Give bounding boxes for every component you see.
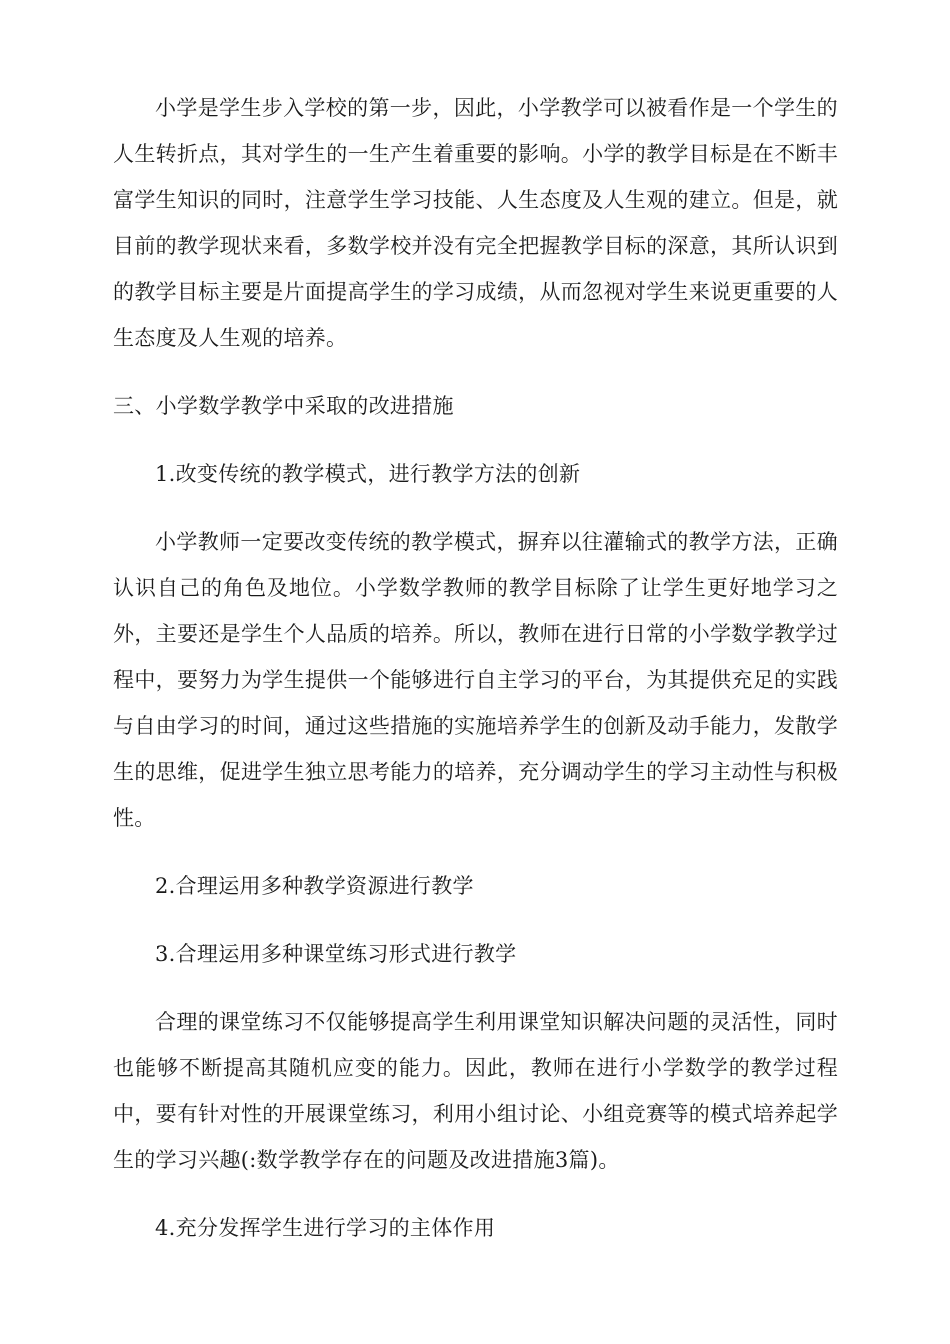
- subheading-1: 1.改变传统的教学模式，进行教学方法的创新: [155, 462, 581, 486]
- paragraph-intro: 小学是学生步入学校的第一步，因此，小学教学可以被看作是一个学生的人生转折点，其对学生的一生产生着重要的影响。小学的教学目标是在不断丰富学生知识的同时，注意学生学习技能、人生态度及人生观的建立。但是，就目前的教学现状来看，多数学校并没有完全把握教学目标的深意，其所认识到的教学目标主要是片面提高学生的学习成绩，从而忽视对学生来说更重要的人生态度及人生观的培养。: [113, 96, 838, 350]
- subheading-3: 3.合理运用多种课堂练习形式进行教学: [155, 942, 517, 966]
- section-heading-3: 三、小学数学教学中采取的改进措施: [113, 394, 454, 418]
- document-body: [113, 85, 838, 1251]
- subheading-2: 2.合理运用多种教学资源进行教学: [155, 874, 474, 898]
- subheading-4: 4.充分发挥学生进行学习的主体作用: [155, 1216, 496, 1240]
- paragraph-teaching-mode: 小学教师一定要改变传统的教学模式，摒弃以往灌输式的教学方法，正确认识自己的角色及地位。小学数学教师的教学目标除了让学生更好地学习之外，主要还是学生个人品质的培养。所以，教师在进行日常的小学数学教学过程中，要努力为学生提供一个能够进行自主学习的平台，为其提供充足的实践与自由学习的时间，通过这些措施的实施培养学生的创新及动手能力，发散学生的思维，促进学生独立思考能力的培养，充分调动学生的学习主动性与积极性。: [113, 530, 838, 830]
- paragraph-classroom-practice: 合理的课堂练习不仅能够提高学生利用课堂知识解决问题的灵活性，同时也能够不断提高其随机应变的能力。因此，教师在进行小学数学的教学过程中，要有针对性的开展课堂练习，利用小组讨论、小组竞赛等的模式培养起学生的学习兴趣(:数学教学存在的问题及改进措施3篇)。: [113, 1010, 838, 1172]
